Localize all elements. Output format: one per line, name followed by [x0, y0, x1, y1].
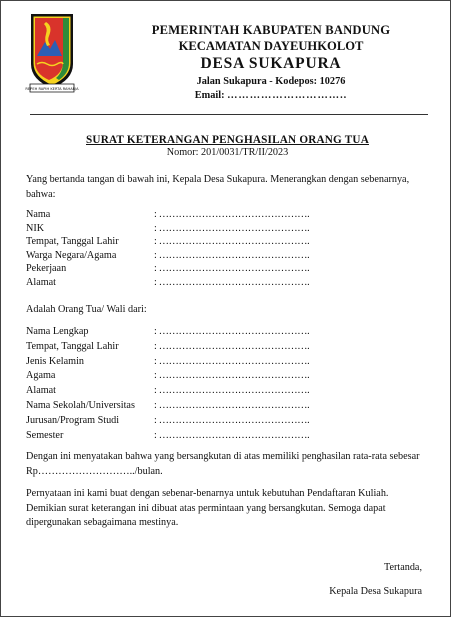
letterhead-district: KECAMATAN DAYEUHKOLOT [178, 39, 364, 53]
field-value-blank: : ………………………………………. [154, 400, 310, 411]
field-value-blank: : ………………………………………. [154, 340, 310, 352]
field-value-blank: : ………………………………………. [154, 249, 310, 261]
kabupaten-bandung-emblem [25, 12, 79, 96]
income-paragraph: Dengan ini menyatakan bahwa yang bersangkutan di atas memiliki penghasilan rata-rata sebesar Rp………………………../bulan. [26, 451, 420, 477]
letterhead-regency: PEMERINTAH KABUPATEN BANDUNG [151, 23, 391, 37]
field-value-blank: : ………………………………………. [154, 209, 310, 220]
field-label: Alamat [26, 277, 56, 288]
field-label: Nama Lengkap [26, 326, 89, 337]
closing-paragraph: Pernyataan ini kami buat dengan sebenar-benarnya untuk kebutuhan Pendaftaran Kuliah. Demikian surat keterangan ini dibuat atas permintaan yang bersangkutan. Semoga dapat dipergunakan sebagaimana mestinya. [26, 488, 389, 528]
field-label: Nama Sekolah/Universitas [26, 400, 135, 411]
field-value-blank: : ………………………………………. [154, 370, 310, 382]
field-value-blank: : ………………………………………. [154, 222, 310, 234]
letterhead-address: Jalan Sukapura - Kodepos: 10276 [196, 76, 346, 87]
field-value-blank: : ………………………………………. [154, 263, 310, 275]
field-label: Nama [26, 209, 51, 220]
field-label: Jenis Kelamin [26, 355, 85, 367]
field-value-blank: : ………………………………………. [154, 355, 310, 367]
letterhead-email [131, 89, 411, 103]
field-label: Jurusan/Program Studi [26, 414, 120, 426]
wali-heading: Adalah Orang Tua/ Wali dari: [26, 304, 147, 315]
letter-number: Nomor: 201/0031/TR/II/2023 [166, 147, 289, 158]
letterhead-divider [30, 114, 428, 115]
field-label: Semester [26, 429, 64, 441]
field-label: Tempat, Tanggal Lahir [26, 340, 119, 352]
email-label: Email: [194, 90, 225, 101]
letterhead [131, 23, 411, 103]
signature-signer: Kepala Desa Sukapura [329, 586, 422, 597]
field-value-blank: : ………………………………………. [154, 277, 310, 288]
signature-tertanda: Tertanda, [383, 562, 422, 573]
letterhead-village: DESA SUKAPURA [200, 55, 342, 72]
field-value-blank: : ………………………………………. [154, 385, 310, 397]
field-value-blank: : ………………………………………. [154, 414, 310, 426]
field-label: NIK [26, 222, 45, 234]
field-value-blank: : ………………………………………. [154, 236, 310, 248]
field-label: Tempat, Tanggal Lahir [26, 236, 119, 248]
emblem-ribbon-text: REPEH RAPIH KERTA RAHARJA [25, 87, 79, 91]
field-label: Agama [26, 370, 56, 382]
intro-paragraph: Yang bertanda tangan di bawah ini, Kepala Desa Sukapura. Menerangkan dengan sebenarnya, bahwa: [26, 174, 410, 200]
field-label: Warga Negara/Agama [26, 249, 117, 261]
field-label: Pekerjaan [26, 263, 67, 275]
field-value-blank: : ………………………………………. [154, 326, 310, 337]
field-value-blank: : ………………………………………. [154, 429, 310, 441]
letter-title: SURAT KETERANGAN PENGHASILAN ORANG TUA [86, 134, 369, 146]
field-label: Alamat [26, 385, 56, 397]
email-dots: ………………………….. [227, 90, 348, 101]
